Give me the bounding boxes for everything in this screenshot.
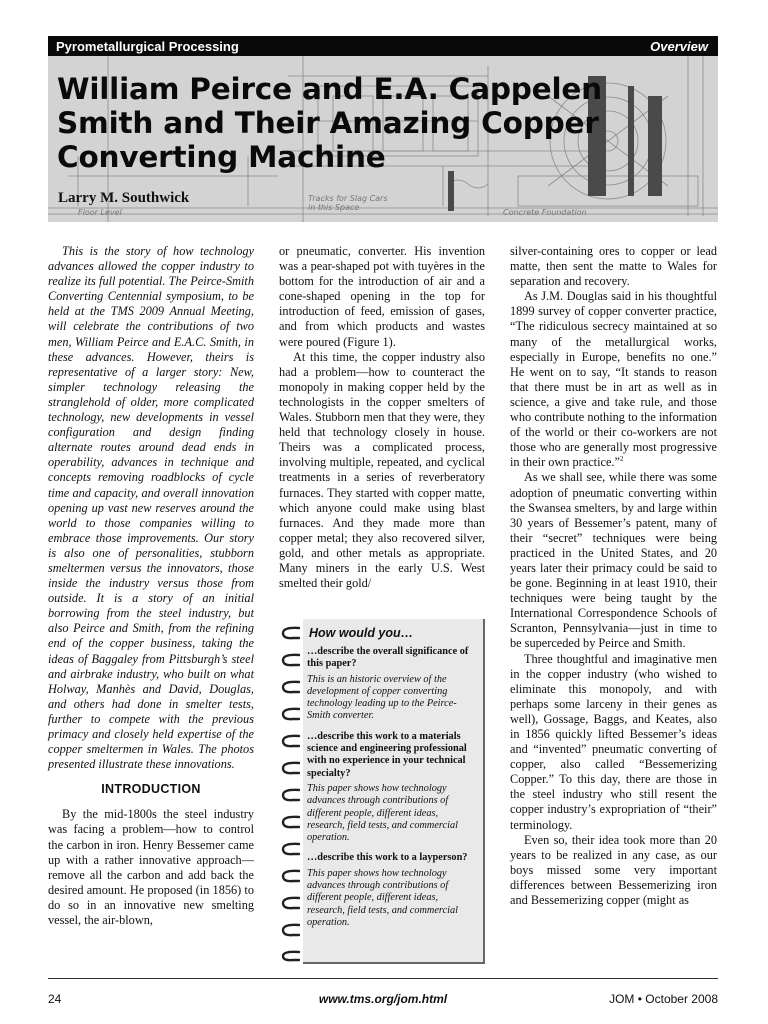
article-title: William Peirce and E.A. Cappelen Smith and Their Amazing Copper Converting Machine	[57, 72, 602, 174]
introduction-heading: INTRODUCTION	[101, 782, 201, 797]
body-paragraph: At this time, the copper industry also had a problem—how to counteract the monopoly in making copper held by the technologists in the copper smelters of Wales. Stubborn men that they were, they held that technology closely in house. Theirs was a complicated process, involving multiple, repeated, and cyclical treatments in a series of reverberatory furnaces. They started with copper matte, which anyone could make using blast furnaces. And they made more than copper metal; they also recovered silver, gold, and other metals as appropriate. Many miners in the early U.S. West smelted their gold/	[279, 349, 485, 591]
sidebar-answer: This is an historic overview of the development of copper converting technology leading up to the Peirce-Smith converter.	[307, 673, 457, 722]
body-paragraph: Three thoughtful and imaginative men in the copper industry (who wished to eliminate this monopoly, and with perhaps some larceny in their genes as well), Gossage, Baggs, and Keates, also in 1856 quickly lifted Bessemer’s ideas and “invented” pneumatic converting of copper, also called “Bessemerizing Copper.” To this day, there are those in the steel industry who still resent the copper industry’s expropriation of “their” terminology.	[510, 651, 717, 832]
article-author: Larry M. Southwick	[58, 190, 190, 206]
douglas-quote-text: As J.M. Douglas said in his thoughtful 1899 survey of copper converter practice, “The ridiculous secrecy maintained at so many of the metallurgical works, especially in Europe, benefits no one.” He went on to say, “It stands to reason that there must be in art as well as in science, a give and take rule, and those who contribute nothing to the information of the world or their co-workers are not those who are generally most progressive in their own practice.”	[510, 289, 717, 470]
how-would-you-sidebar	[279, 619, 485, 964]
title-banner	[48, 56, 718, 222]
drawing-label-foundation: Concrete Foundation	[503, 208, 587, 217]
spiral-binding-icon	[279, 619, 303, 964]
sidebar-question: …describe the overall significance of this paper?	[307, 646, 469, 670]
sidebar-title: How would you…	[309, 626, 414, 640]
section-header-bar	[48, 36, 718, 56]
category-label: Overview	[650, 38, 708, 54]
sidebar-question: …describe this work to a materials science and engineering professional with no experience in your technical specialty?	[307, 730, 467, 779]
journal-url-link[interactable]: www.tms.org/jom.html	[318, 992, 448, 1006]
column-1	[48, 244, 254, 928]
body-paragraph: or pneumatic, converter. His invention was a pear-shaped pot with tuyères in the bottom for the introduction of air and a cone-shaped opening in the top for introduction of feed, emission of gases, and from which products and wastes were poured (Figure 1).	[279, 244, 485, 349]
footer-divider	[48, 978, 718, 979]
body-paragraph: Even so, their idea took more than 20 years to be realized in any case, as our boys missed some very important differences between Bessemerizing iron and Bessemerizing copper (might as	[510, 832, 717, 908]
column-3	[510, 244, 717, 908]
sidebar-question: …describe this work to a layperson?	[307, 852, 468, 864]
sidebar-answer: This paper shows how technology advances through contributions of different people, different ideas, research, field tests, and commercial operation.	[307, 867, 458, 928]
drawing-label-tracks-1: Tracks for Slag Cars	[308, 194, 388, 203]
section-label: Pyrometallurgical Processing	[56, 38, 239, 54]
abstract-paragraph: This is the story of how technology advances allowed the copper industry to realize its full potential. The Peirce-Smith Converting Centennial symposium, to be held at the TMS 2009 Annual Meeting, will celebrate the contributions of two men, William Peirce and E.A.C. Smith, in these advances. However, theirs is representative of a larger story: New, simpler technology releasing the stranglehold of older, more complicated technology, new developments in vessel configuration and design finding alternate routes around dead ends in operability, advances in technique and concepts removing roadblocks of cycle time and capacity, and overall innovation opening up vast new reserves around the world to those companies willing to embrace those improvements. Our story is also one of personalities, stubborn smeltermen versus the innovators, those inside the industry versus those from outside. It is a story of an initial borrowing from the steel industry, but also Peirce and Smith, from the refining end of the copper business, taking the ideas of Baggaley from Pittsburgh’s steel and airbrake industry, who built on what Holway, Manhès and David, Douglas, and others had done in smelter tests, further to compete with the previous primacy and closely held expertise of the copper smeltermen in Wales. The photos presented illustrate these innovations.	[48, 244, 254, 772]
intro-paragraph: By the mid-1800s the steel industry was facing a problem—how to control the carbon in iron. Henry Bessemer came up with a rather innovative approach—remove all the carbon and add back the desired amount. He proposed (in 1856) to do so in an innovative new smelting vessel, the air-blown,	[48, 807, 254, 928]
douglas-quote-paragraph	[510, 289, 717, 470]
body-paragraph: As we shall see, while there was some adoption of pneumatic converting within the Swansea smelters, by and large within 30 years of Bessemer’s patent, many of their “secret” techniques were being practiced in the United States, and 20 years later their primacy could be said to be gone. Beginning in at least 1910, their techniques were being taught by the International Correspondence Schools of Scranton, Pennsylvania—just in time to be superceded by Peirce and Smith.	[510, 470, 717, 651]
drawing-label-floor: Floor Level	[78, 208, 122, 217]
sidebar-answer: This paper shows how technology advances through contributions of different people, different ideas, research, field tests, and commercial operation.	[307, 782, 458, 844]
column-2	[279, 244, 485, 591]
issue-label: JOM • October 2008	[609, 992, 718, 1006]
body-paragraph: silver-containing ores to copper or lead matte, then sent the matte to Wales for separation and recovery.	[510, 244, 717, 289]
drawing-label-tracks-2: in this Space	[308, 203, 360, 212]
footnote-marker: 2	[619, 455, 624, 464]
sidebar-box	[303, 619, 485, 964]
page-number: 24	[48, 992, 62, 1006]
